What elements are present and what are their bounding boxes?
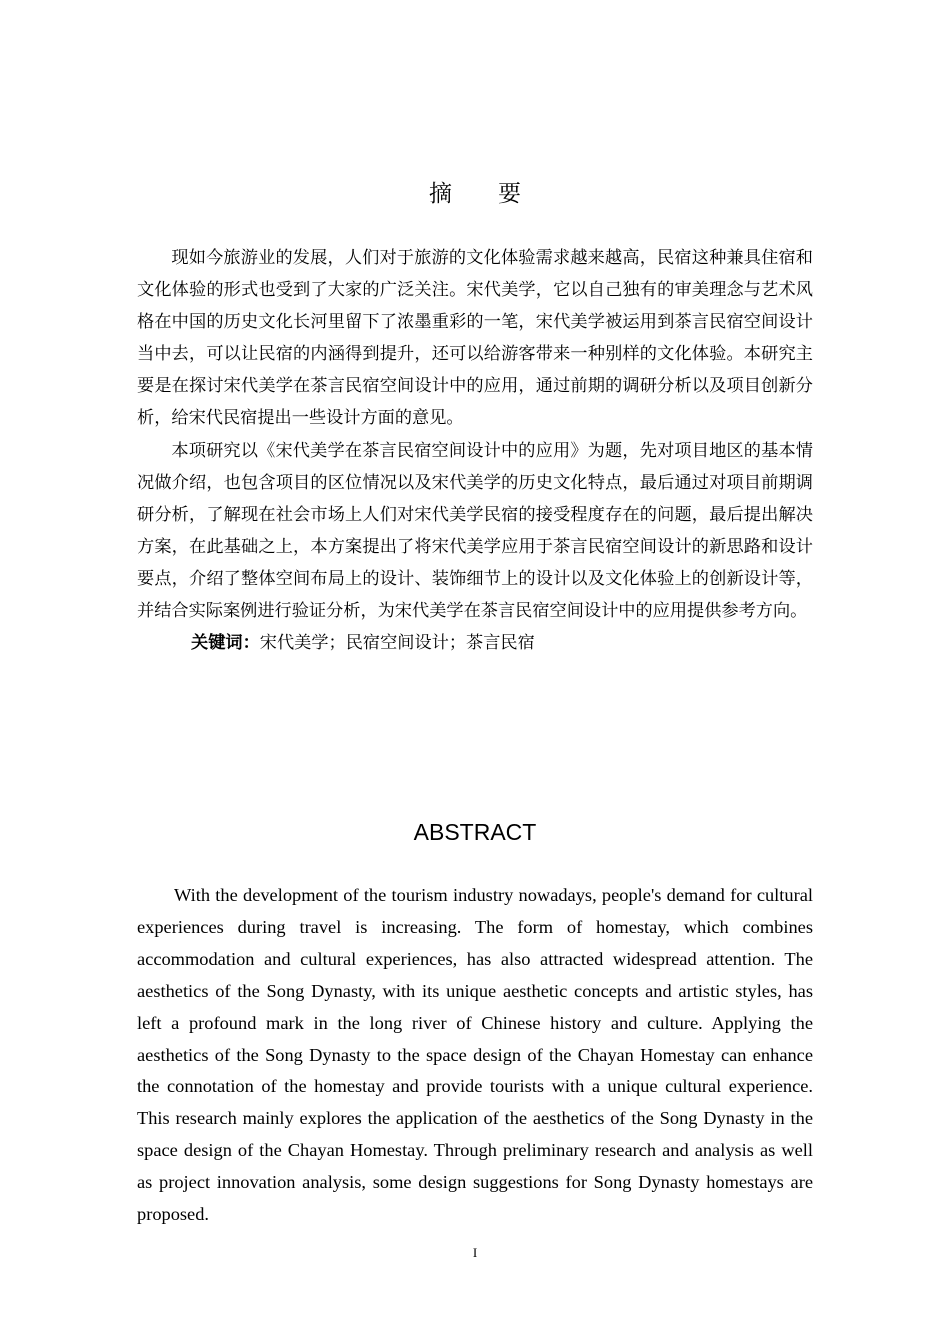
abstract-cn-paragraph-2: 本项研究以《宋代美学在茶言民宿空间设计中的应用》为题，先对项目地区的基本情况做介绍，也包含项目的区位情况以及宋代美学的历史文化特点，最后通过对项目前期调研分析，了解现在社会市场上人们对宋代美学民宿的接受程度存在的问题，最后提出解决方案，在此基础之上，本方案提出了将宋代美学应用于茶言民宿空间设计的新思路和设计要点，介绍了整体空间布局上的设计、装饰细节上的设计以及文化体验上的创新设计等，并结合实际案例进行验证分析，为宋代美学在茶言民宿空间设计中的应用提供参考方向。	[137, 440, 813, 622]
page-number: I	[472, 1245, 478, 1260]
keywords-label: 关键词：	[191, 633, 260, 654]
abstract-cn-title: 摘要	[429, 181, 567, 207]
keywords-value: 宋代美学；民宿空间设计；茶言民宿	[259, 633, 535, 654]
abstract-en-title: ABSTRACT	[413, 819, 537, 845]
abstract-en-body	[137, 880, 813, 1231]
keywords-line	[137, 627, 813, 659]
abstract-cn-paragraph-1: 现如今旅游业的发展，人们对于旅游的文化体验需求越来越高，民宿这种兼具住宿和文化体验的形式也受到了大家的广泛关注。宋代美学，它以自己独有的审美理念与艺术风格在中国的历史文化长河里留下了浓墨重彩的一笔，宋代美学被运用到茶言民宿空间设计当中去，可以让民宿的内涵得到提升，还可以给游客带来一种别样的文化体验。本研究主要是在探讨宋代美学在茶言民宿空间设计中的应用，通过前期的调研分析以及项目创新分析，给宋代民宿提出一些设计方面的意见。	[137, 248, 813, 429]
abstract-en-paragraph-1: With the development of the tourism industry nowadays, people's demand for cultural experiences during travel is increasing. The form of homestay, which combines accommodation and cultural experiences, has also attracted widespread attention. The aesthetics of the Song Dynasty, with its unique aesthetic concepts and artistic styles, has left a profound mark in the long river of Chinese history and culture. Applying the aesthetics of the Song Dynasty to the space design of the Chayan Homestay can enhance the connotation of the homestay and provide tourists with a unique cultural experience. This research mainly explores the application of the aesthetics of the Song Dynasty in the space design of the Chayan Homestay. Through preliminary research and analysis as well as project innovation analysis, some design suggestions for Song Dynasty homestays are proposed.	[137, 885, 813, 1225]
abstract-cn-body	[137, 242, 813, 659]
